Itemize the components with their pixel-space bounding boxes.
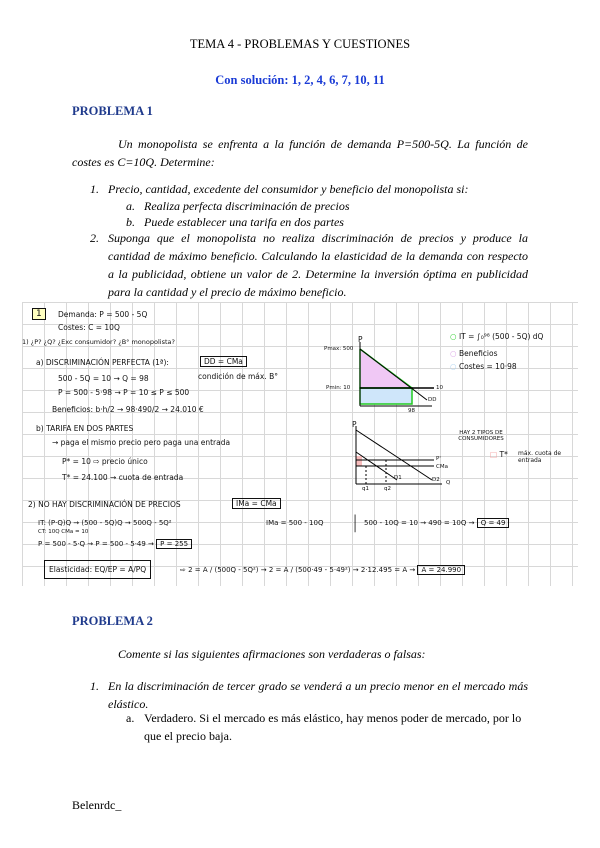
problem-2-answer: Verdadero. Si el mercado es más elástico, hay menos poder de mercado, por lo que el precio baja. [144, 711, 522, 743]
sub-item-b: Puede establecer una tarifa en dos partes [144, 215, 344, 229]
axis-label: D1 [394, 475, 402, 481]
note-line: ⇨ 2 = A / (500Q - 5Q²) → 2 = A / (500·49 - 5·49²) → 2·12.495 = A → A = 24.990 [180, 566, 465, 574]
problem-1-statement: Un monopolista se enfrenta a la función de demanda P=500-5Q. La función de costes es C=10Q. Determine: [72, 137, 528, 169]
axis-label: D2 [432, 477, 440, 483]
axis-label: Q [446, 480, 451, 486]
graph-note: máx. cuota de entrada [518, 450, 562, 464]
note-line: condición de máx. B° [198, 372, 279, 381]
document-title: TEMA 4 - PROBLEMAS Y CUESTIONES [189, 37, 411, 51]
axis-label: P' [436, 456, 441, 462]
elasticity-box: Elasticidad: EQ/EP = A/PQ [44, 560, 151, 579]
axis-label: Pmax: 500 [324, 346, 354, 352]
solution-list: Con solución: 1, 2, 4, 6, 7, 10, 11 [215, 73, 385, 87]
costs-area [360, 388, 412, 404]
axis-label: DD [428, 397, 437, 403]
note-line: Beneficios: b·h/2 → 98·490/2 → 24.010 € [52, 405, 204, 414]
note-line: Costes: C = 10Q [58, 323, 120, 332]
item-2-text: Suponga que el monopolista no realiza discriminación de precios y produce la cantidad de máximo beneficio. Calculando la elasticidad de la demanda con respecto a la publicidad, obtiene un valor de 2. Determine la inversión óptima en publicidad para la cantidad y el precio de máximo beneficio. [108, 231, 528, 299]
sub-item-a: Realiza perfecta discriminación de precios [144, 199, 350, 213]
axis-label: Pmin: 10 [326, 385, 351, 391]
note-line: 500 - 10Q = 10 → 490 = 10Q → Q = 49 [364, 519, 509, 527]
sub-item-number: a. [126, 199, 135, 213]
note-line: IT: (P·Q)Q → (500 - 5Q)Q → 500Q - 5Q² [38, 519, 172, 527]
note-line: 500 - 5Q = 10 → Q = 98 [58, 374, 149, 383]
axis-label: q1 [362, 486, 369, 492]
handwritten-notes [22, 302, 578, 586]
note-box: IMa = CMa [232, 498, 281, 509]
exercise-number: 1 [32, 308, 46, 320]
note-line: CT: 10Q CMa = 10 [38, 529, 89, 535]
legend-item: ○ Costes = 10·98 [450, 362, 517, 371]
note-heading: 2) NO HAY DISCRIMINACIÓN DE PRECIOS [28, 500, 181, 509]
axis-label: 10 [436, 385, 443, 391]
axis-label: CMa [436, 464, 448, 470]
note-line: 1) ¿P? ¿Q? ¿Exc consumidor? ¿B° monopolista? [22, 338, 175, 346]
note-line: T* = 24.100 → cuota de entrada [62, 473, 184, 482]
brace: | [352, 512, 359, 533]
note-line: → paga el mismo precio pero paga una entrada [52, 438, 231, 447]
item-number: 1. [90, 182, 99, 196]
axis-label: q2 [384, 486, 391, 492]
note-line: P = 500 - 5·98 → P = 10 ≤ P ≤ 500 [58, 388, 190, 397]
note-heading: a) DISCRIMINACIÓN PERFECTA (1ª): [36, 358, 169, 367]
item-number: 2. [90, 231, 99, 245]
answer-number: a. [126, 711, 135, 725]
legend-item: ○ IT = ∫₀⁹⁸ (500 - 5Q) dQ [450, 332, 544, 341]
note-line: P = 500 - 5·Q → P = 500 - 5·49 → P = 255 [38, 540, 192, 548]
graph-note: HAY 2 TIPOS DE CONSUMIDORES [458, 430, 504, 442]
legend-item: ○ Beneficios [450, 349, 498, 358]
footer-author: Belenrdc_ [72, 798, 122, 812]
problem-1-heading: PROBLEMA 1 [72, 104, 153, 118]
note-line: IMa = 500 - 10Q [266, 519, 324, 527]
problem-2-heading: PROBLEMA 2 [72, 614, 153, 628]
note-heading: b) TARIFA EN DOS PARTES [36, 424, 134, 433]
note-line: Demanda: P = 500 - 5Q [58, 310, 148, 319]
problem-2-statement: Comente si las siguientes afirmaciones son verdaderas o falsas: [118, 647, 426, 661]
note-line: P* = 10 ⇨ precio único [62, 457, 148, 466]
sub-item-number: b. [126, 215, 135, 229]
axis-label: P [358, 335, 363, 344]
note-box: DD = CMa [200, 356, 247, 367]
axis-label: P [352, 420, 357, 429]
item-number: 1. [90, 679, 99, 693]
item-1-text: Precio, cantidad, excedente del consumidor y beneficio del monopolista si: [108, 182, 469, 196]
axis-label: 98 [408, 408, 415, 414]
problem-2-item-1: En la discriminación de tercer grado se venderá a un precio menor en el mercado más elástico. [108, 679, 528, 711]
legend-item: □ T* [490, 450, 508, 459]
